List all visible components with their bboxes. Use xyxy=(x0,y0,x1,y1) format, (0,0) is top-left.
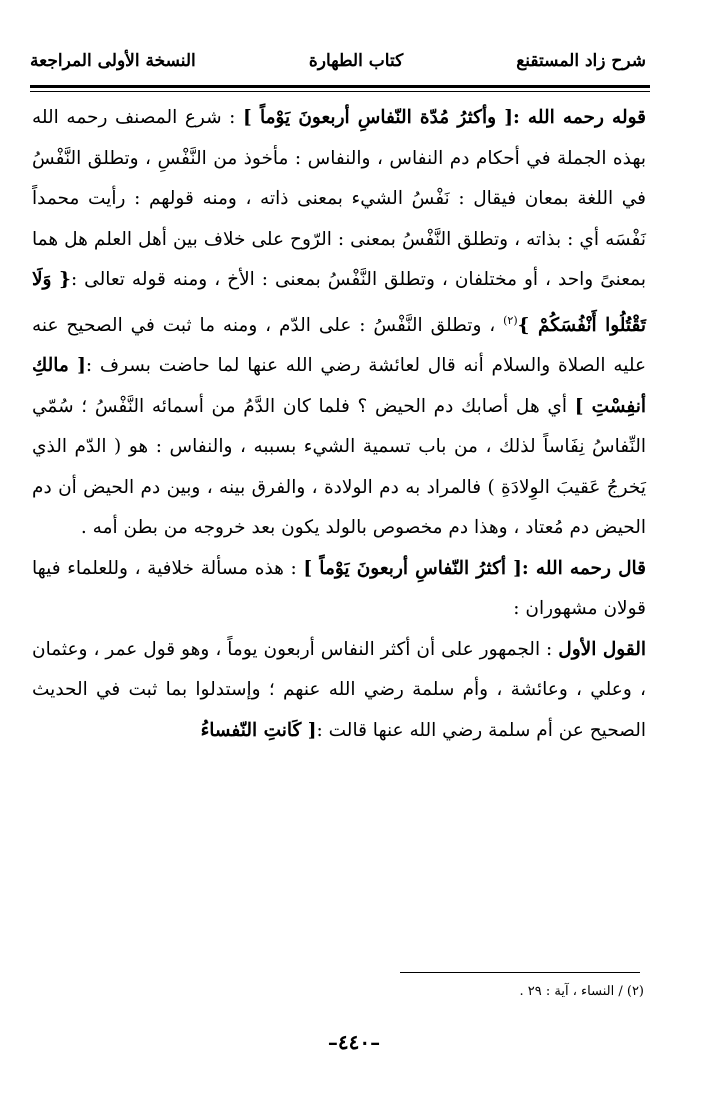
paragraph-3 xyxy=(32,630,646,752)
paragraph-2 xyxy=(32,549,646,630)
paragraph-3-text: : الجمهور على أن أكثر النفاس أربعون يوماً ، وهو قول عمر ، وعثمان ، وعلي ، وعائشة ، وأم سلمة رضي الله عنهم ؛ وإستدلوا بما ثبت في الحديث الصحيح عن أم سلمة رضي الله عنها قالت : xyxy=(32,638,646,741)
paragraph-3-quote: [ كَانتِ النّفساءُ xyxy=(200,719,317,741)
header-rule-thin xyxy=(30,91,650,92)
paragraph-1-text-3: أي هل أصابك دم الحيض ؟ فلما كان الدَّمُ من أسمائه النَّفْسُ ؛ سُمّي النِّفاسُ نِفَاساً لذلك ، من باب تسمية الشيء بسببه ، والنفاس : هو ( الدّم الذي يَخرجُ عَقيبَ الوِلادَةِ ) فالمراد به دم الولادة ، والفرق بينه ، وبين دم الحيض أن دم الحيض دم مُعتاد ، وهذا دم مخصوص بالولد يكون بعد خروجه من بطن أمه . xyxy=(32,395,646,539)
paragraph-3-lead: القول الأول xyxy=(558,638,646,660)
footnote-ref: (٢) xyxy=(503,313,518,327)
main-text xyxy=(32,98,646,751)
edition-label: النسخة الأولى المراجعة xyxy=(30,51,196,71)
header-rule-thick xyxy=(30,85,650,88)
paragraph-1-lead: قوله رحمه الله :[ وأكثرُ مُدّة النّفاسِ أربعونَ يَوْماً ] xyxy=(243,107,647,128)
paragraph-2-lead: قال رحمه الله :[ أكثرُ النّفاسِ أربعونَ يَوْماً ] xyxy=(303,557,646,579)
footnote-rule xyxy=(400,972,640,973)
paragraph-1-text: : شرع المصنف رحمه الله بهذه الجملة في أحكام دم النفاس ، والنفاس : مأخوذ من النَّفْسِ ، وتطلق النَّفْسُ في اللغة بمعان فيقال : نَفْسُ الشيء بمعنى ذاته ، ومنه قولهم : رأيت محمداً نَفْسَه أي : بذاته ، وتطلق النَّفْسُ بمعنى : الرّوح على خلاف بين أهل العلم هل هما بمعنىً واحد ، أو مختلفان ، وتطلق النَّفْسُ بمعنى : الأخ ، ومنه قوله تعالى : xyxy=(32,107,646,290)
chapter-title: كتاب الطهارة xyxy=(308,51,404,71)
paragraph-1-text-2: ، وتطلق النَّفْسُ : على الدّم ، ومنه ما ثبت في الصحيح عنه عليه الصلاة والسلام أنه قال لعائشة رضي الله عنها لما حاضت بسرف : xyxy=(32,314,646,377)
hadith-quote: [ مالكِ أنفِسْتِ ] xyxy=(32,355,646,417)
book-title: شرح زاد المستقنع xyxy=(516,51,646,71)
footnote: (٢) / النساء ، آية : ٢٩ . xyxy=(519,984,644,999)
quran-verse: { وَلَا تَقْتُلُوا أَنْفُسَكُمْ } xyxy=(32,269,647,336)
page-header xyxy=(30,46,646,76)
page-number: –٤٤٠– xyxy=(327,1030,381,1054)
paragraph-1 xyxy=(32,98,646,549)
paragraph-2-text: : هذه مسألة خلافية ، وللعلماء فيها قولان مشهوران : xyxy=(32,557,646,620)
